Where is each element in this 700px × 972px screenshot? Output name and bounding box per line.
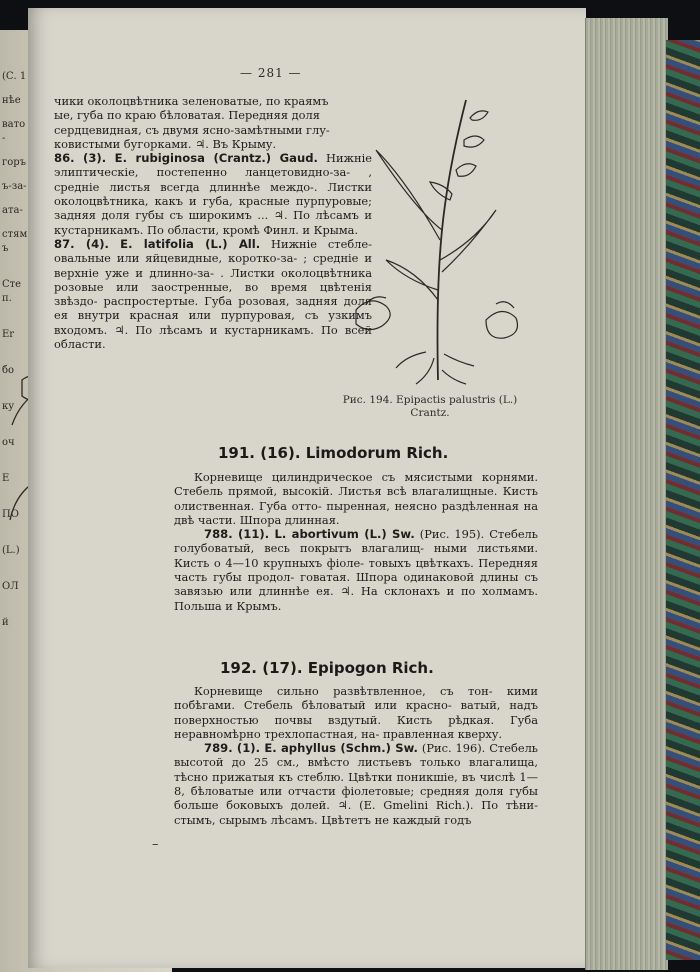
left-page-fragment: (С. 1	[2, 71, 27, 82]
species-787-label: 87. (4). E. latifolia (L.) All.	[54, 236, 261, 251]
genus-192-description: Корневище сильно развѣтвленное, съ тон- кими побѣгами. Стебель бѣловатый или красно- ватый, надъ поверхностью почвы вздутый. Кисть рѣдкая. Губа неравномѣрно трехлопастная, на- правленная кверху.	[174, 684, 538, 741]
species-786	[54, 151, 372, 237]
species-788-label: 788. (11). L. abortivum (L.) Sw.	[204, 527, 415, 542]
top-paragraph-line: ковистыми бугорками. ♃. Въ Крыму.	[54, 136, 277, 151]
species-788-ref: (Рис. 195).	[419, 527, 485, 542]
species-789-ref: (Рис. 196).	[421, 741, 486, 756]
fig194-caption: Рис. 194. Epipactis palustris (L.) Crantz.	[342, 394, 518, 419]
left-page-fragment: бо	[2, 365, 15, 376]
top-paragraph-line: сердцевидная, съ двумя ясно-замѣтными глу-	[54, 122, 330, 137]
species-786-text: Нижніе элиптическіе, постепенно ланцетовидно-за- , средніе листья всегда длиннѣе междо-. Листки околоцвѣтника, какъ и губа, красные пурпуровые; задняя доля губы съ широкимъ ... ♃. По лѣсамъ и кустарникамъ. По области, кромѣ Финл. и Крыма.	[54, 151, 372, 237]
species-788-text: Стебель голубоватый, весь покрытъ влагалищ- ными листьями. Кисть о 4—10 крупныхъ фіоле- товыхъ цвѣткахъ. Передняя часть губы продол- говатая. Шпора одинаковой длины съ завязью или длиннѣе ея. ♃. На склонахъ и по холмамъ. Польша и Крымъ.	[174, 527, 538, 613]
genus-191-heading: 191. (16). Limodorum Rich.	[218, 444, 449, 462]
left-page-fragment: ку	[2, 401, 15, 412]
page-number: — 281 —	[240, 66, 302, 80]
right-page	[28, 8, 586, 968]
left-page-fragment: вато-	[2, 119, 26, 144]
species-787-text: Нижніе стебле- овальные или яйцевидные, коротко-за- ; средніе и верхніе уже и длинно-за- . Листки околоцвѣтника розовые или заостренные, во время цвѣтенія звѣздо- распростертые. Губа розовая, задняя доля ея внутри красная или пурпуровая, съ узкимъ входомъ. ♃. По лѣсамъ и кустарникамъ. По всей области.	[54, 236, 373, 352]
genus-191-description: Корневище цилиндрическое съ мясистыми корнями. Стебель прямой, высокій. Листья всѣ влагалищные. Кисть олиственная. Губа отто- пыренная, неясно раздѣленная на двѣ части. Шпора длинная.	[174, 470, 538, 527]
left-page-fragment: оч	[2, 437, 15, 448]
top-paragraph-line: ые, губа по краю бѣловатая. Передняя доля	[54, 108, 320, 123]
left-page-fragment: ПО	[2, 509, 19, 520]
left-page-fragment: (L.)	[2, 545, 20, 556]
left-page-fragment: й	[2, 617, 9, 628]
left-page-fragment: стямъ	[2, 229, 28, 254]
species-789-text: Стебель высотой до 25 см., вмѣсто листьевъ только влагалища, тѣсно прижатыя къ стеблю. Цвѣтки поникшіе, въ числѣ 1—8, бѣловатые или отчасти фіолетовые; средняя доля губы больше боковыхъ долей. ♃. (E. Gmelini Rich.). По тѣни- стымъ, сырымъ лѣсамъ. Цвѣтетъ не каждый годъ	[174, 741, 539, 827]
epipactis-illustration	[346, 90, 526, 390]
left-page-fragment: горъ	[2, 157, 27, 168]
left-page-fragment: ъ-за-	[2, 181, 27, 192]
top-column	[54, 94, 372, 351]
top-paragraph-line: чики околоцвѣтника зеленоватые, по краямъ	[54, 94, 329, 108]
species-787	[54, 237, 372, 351]
marbled-cover-edge	[666, 40, 700, 960]
left-page-fragment: нѣе	[2, 95, 21, 106]
genus-192-heading: 192. (17). Epipogon Rich.	[220, 659, 434, 677]
species-789	[174, 741, 538, 827]
left-page-fragment: Степ.	[2, 279, 22, 304]
left-page-fragment: ОЛ	[2, 581, 19, 592]
species-788	[174, 527, 538, 613]
main-body-2	[174, 684, 538, 827]
dash-mark: –	[152, 837, 159, 852]
book-fore-edge	[585, 18, 668, 970]
left-page-fragment: Er	[2, 329, 15, 340]
left-page-fragment: Е	[2, 473, 10, 484]
species-789-label: 789. (1). E. aphyllus (Schm.) Sw.	[204, 741, 418, 756]
species-786-label: 86. (3). E. rubiginosa (Crantz.) Gaud.	[54, 151, 318, 166]
main-body	[174, 470, 538, 613]
left-page-fragment: ата-	[2, 205, 23, 216]
